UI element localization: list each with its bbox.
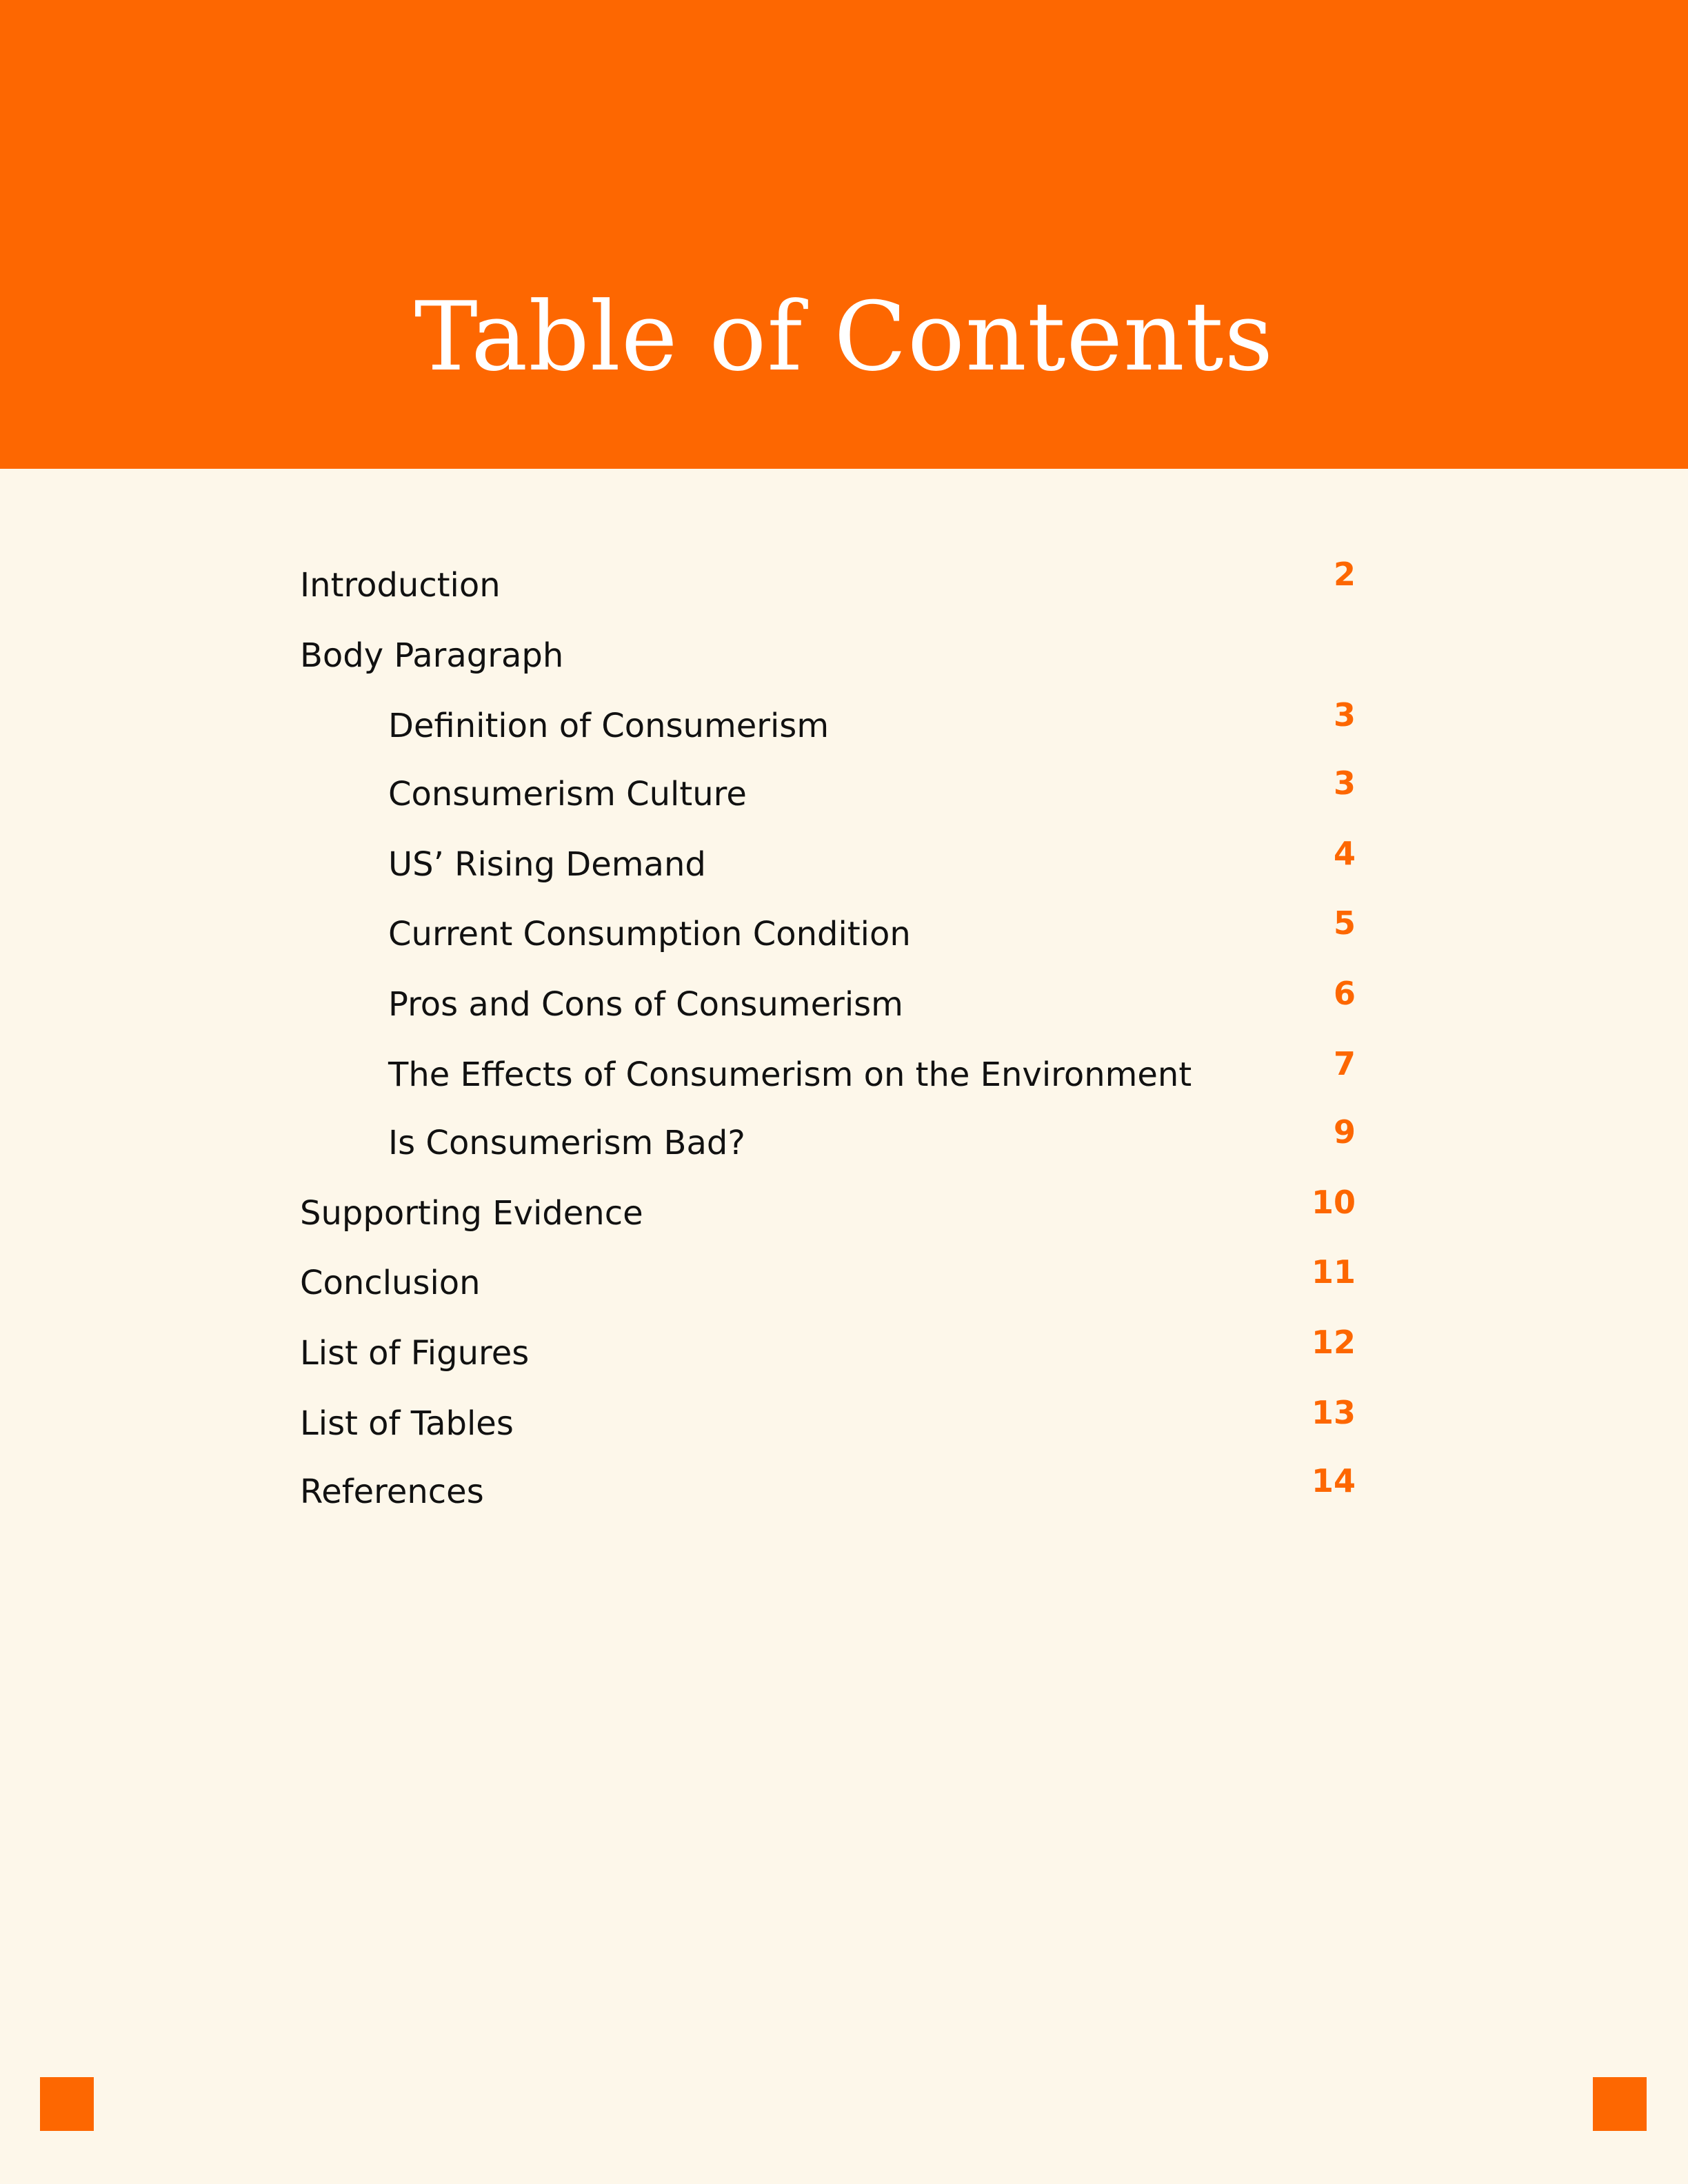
toc-entry-label: Conclusion bbox=[300, 1264, 481, 1302]
toc-entry-page-number: 10 bbox=[1311, 1184, 1356, 1221]
toc-entry-pros-and-cons[interactable] bbox=[0, 977, 1688, 1032]
toc-entry-label: Pros and Cons of Consumerism bbox=[388, 985, 903, 1024]
toc-entry-page-number: 7 bbox=[1333, 1045, 1356, 1082]
toc-entry-page-number: 12 bbox=[1311, 1324, 1356, 1361]
toc-entry-label: Consumerism Culture bbox=[388, 775, 747, 813]
toc-entry-effects-on-environment[interactable] bbox=[0, 1047, 1688, 1102]
toc-entry-label: Is Consumerism Bad? bbox=[388, 1124, 745, 1162]
toc-entry-is-consumerism-bad[interactable] bbox=[0, 1115, 1688, 1171]
corner-square-bottom-left bbox=[40, 2077, 94, 2131]
toc-entry-label: Introduction bbox=[300, 566, 501, 605]
toc-entry-body-paragraph[interactable] bbox=[0, 628, 1688, 683]
toc-entry-label: List of Figures bbox=[300, 1334, 530, 1373]
toc-entry-supporting-evidence[interactable] bbox=[0, 1186, 1688, 1241]
toc-entry-page-number: 2 bbox=[1333, 556, 1356, 593]
toc-entry-page-number: 5 bbox=[1333, 904, 1356, 942]
toc-entry-label: References bbox=[300, 1473, 484, 1511]
corner-square-bottom-right bbox=[1593, 2077, 1647, 2131]
toc-entry-current-consumption-condition[interactable] bbox=[0, 904, 1688, 962]
toc-entry-label: The Effects of Consumerism on the Environment bbox=[388, 1055, 1192, 1094]
toc-entry-page-number: 3 bbox=[1333, 696, 1356, 734]
toc-entry-conclusion[interactable] bbox=[0, 1255, 1688, 1311]
toc-entry-label: Current Consumption Condition bbox=[388, 915, 911, 953]
toc-entry-definition-of-consumerism[interactable] bbox=[0, 698, 1688, 754]
toc-entry-page-number: 9 bbox=[1333, 1113, 1356, 1151]
toc-entry-page-number: 13 bbox=[1311, 1394, 1356, 1431]
toc-entry-page-number: 4 bbox=[1333, 835, 1356, 872]
toc-entry-label: Definition of Consumerism bbox=[388, 707, 830, 745]
toc-entry-label: US’ Rising Demand bbox=[388, 845, 706, 884]
toc-entry-us-rising-demand[interactable] bbox=[0, 837, 1688, 892]
toc-entry-consumerism-culture[interactable] bbox=[0, 767, 1688, 822]
toc-entry-list-of-figures[interactable] bbox=[0, 1326, 1688, 1381]
toc-entry-label: Supporting Evidence bbox=[300, 1194, 643, 1233]
toc-entry-page-number: 11 bbox=[1311, 1253, 1356, 1291]
toc-entry-introduction[interactable] bbox=[0, 558, 1688, 613]
toc-entry-page-number: 6 bbox=[1333, 975, 1356, 1012]
toc-entry-label: List of Tables bbox=[300, 1404, 514, 1443]
toc-entry-label: Body Paragraph bbox=[300, 636, 564, 675]
toc-entry-page-number: 3 bbox=[1333, 765, 1356, 802]
toc-entry-page-number: 14 bbox=[1311, 1462, 1356, 1499]
toc-entry-references[interactable] bbox=[0, 1464, 1688, 1519]
page-title: Table of Contents bbox=[414, 281, 1274, 392]
toc-entry-list-of-tables[interactable] bbox=[0, 1396, 1688, 1451]
